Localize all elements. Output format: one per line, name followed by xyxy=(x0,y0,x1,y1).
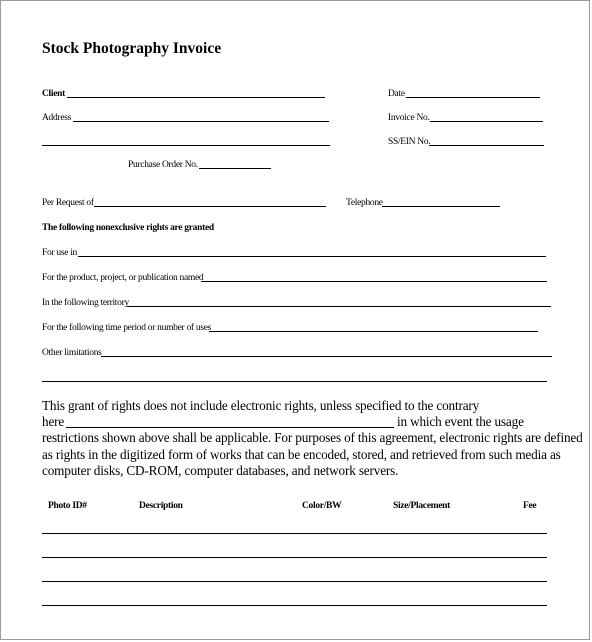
client-label: Client xyxy=(42,89,66,99)
table-row-line[interactable] xyxy=(42,581,547,582)
address-label: Address xyxy=(42,113,72,123)
column-header-photo-id: Photo ID# xyxy=(48,501,87,511)
paragraph-line-here xyxy=(42,414,562,430)
invoice-no-label: Invoice No. xyxy=(388,113,430,123)
time-period-field[interactable] xyxy=(209,331,538,332)
paragraph-line: as rights in the digitized form of works that can be encoded, stored, and retrieved from such media as xyxy=(42,446,561,462)
client-field[interactable] xyxy=(67,97,325,98)
usage-text: in which event the usage xyxy=(397,414,524,430)
product-named-label: For the product, project, or publication named xyxy=(42,273,204,283)
electronic-rights-paragraph xyxy=(42,398,583,479)
document-title: Stock Photography Invoice xyxy=(42,40,222,57)
territory-label: In the following territory xyxy=(42,298,129,308)
address-line-2-field[interactable] xyxy=(42,145,330,146)
paragraph-line: restrictions shown above shall be applicable. For purposes of this agreement, electronic rights are defined xyxy=(42,430,583,446)
other-limitations-field[interactable] xyxy=(101,356,552,357)
telephone-label: Telephone xyxy=(346,198,383,208)
date-label: Date xyxy=(388,89,405,99)
per-request-field[interactable] xyxy=(94,206,326,207)
column-header-fee: Fee xyxy=(523,501,537,511)
rights-heading: The following nonexclusive rights are granted xyxy=(42,223,214,233)
time-period-label: For the following time period or number of uses xyxy=(42,323,212,333)
other-limitations-label: Other limitations xyxy=(42,348,102,358)
for-use-in-label: For use in xyxy=(42,248,78,258)
invoice-no-field[interactable] xyxy=(430,121,543,122)
address-field[interactable] xyxy=(73,121,329,122)
paragraph-line: This grant of rights does not include electronic rights, unless specified to the contrary xyxy=(42,398,480,413)
here-text: here xyxy=(42,414,65,430)
table-row-line[interactable] xyxy=(42,605,547,606)
column-header-description: Description xyxy=(139,501,183,511)
for-use-in-field[interactable] xyxy=(78,256,546,257)
ssein-no-label: SS/EIN No. xyxy=(388,137,431,147)
paragraph-line: computer disks, CD-ROM, computer databases, and network servers. xyxy=(42,462,399,478)
column-header-size-placement: Size/Placement xyxy=(393,501,450,511)
territory-field[interactable] xyxy=(127,306,551,307)
other-limitations-line-2[interactable] xyxy=(42,381,547,382)
here-blank-field[interactable] xyxy=(66,414,394,428)
telephone-field[interactable] xyxy=(382,206,500,207)
column-header-color-bw: Color/BW xyxy=(302,501,342,511)
ssein-no-field[interactable] xyxy=(429,145,544,146)
table-row-line[interactable] xyxy=(42,557,547,558)
product-named-field[interactable] xyxy=(201,281,547,282)
date-field[interactable] xyxy=(406,97,540,98)
purchase-order-label: Purchase Order No. xyxy=(128,160,198,170)
table-row-line[interactable] xyxy=(42,533,547,534)
purchase-order-field[interactable] xyxy=(199,168,271,169)
per-request-label: Per Request of xyxy=(42,198,94,208)
